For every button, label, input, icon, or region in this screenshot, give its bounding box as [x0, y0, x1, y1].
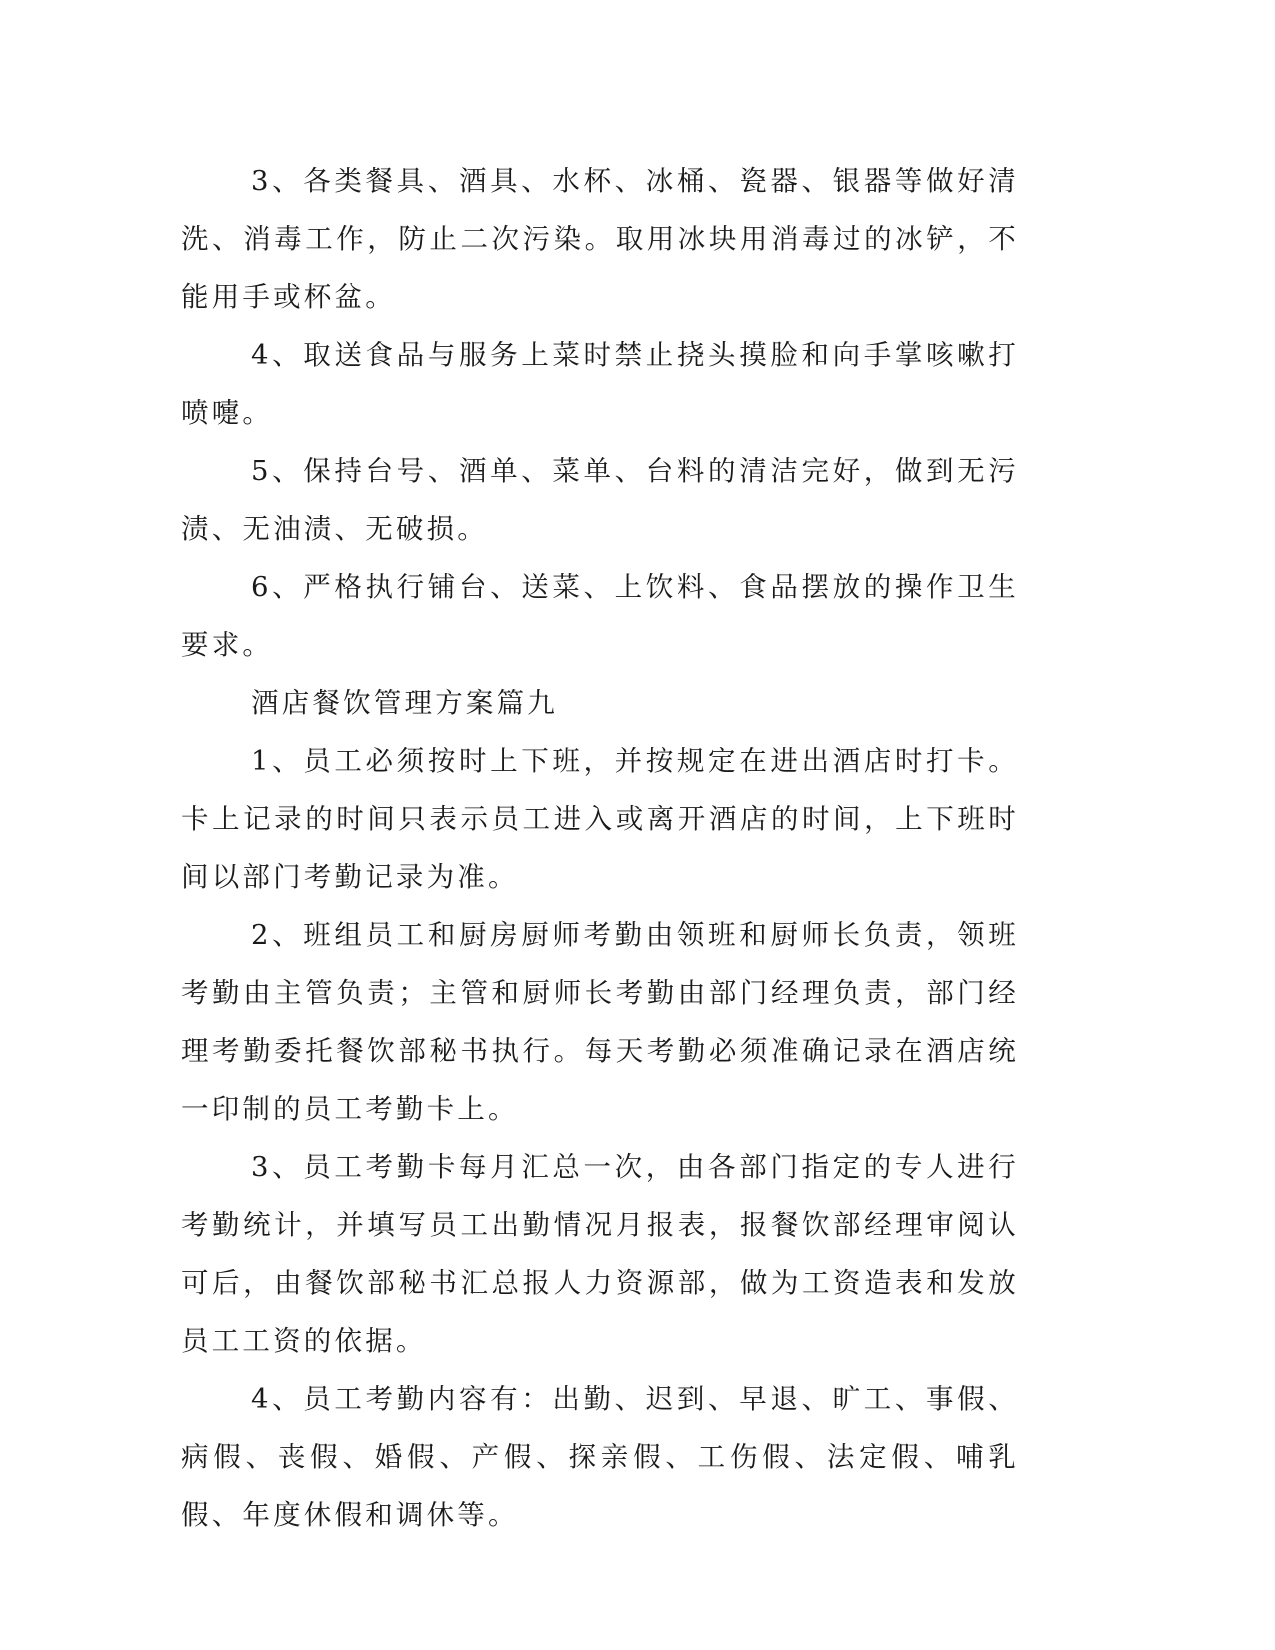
paragraph-hygiene-tableware: 3、各类餐具、酒具、水杯、冰桶、瓷器、银器等做好清洗、消毒工作，防止二次污染。取用冰块用消毒过的冰铲，不能用手或杯盆。: [181, 165, 1019, 313]
document-body: [181, 152, 1019, 1544]
section-heading: 酒店餐饮管理方案篇九: [251, 687, 558, 719]
paragraph-hygiene-menus: 5、保持台号、酒单、菜单、台料的清洁完好，做到无污渍、无油渍、无破损。: [181, 455, 1019, 545]
paragraph-attendance-clock: 1、员工必须按时上下班，并按规定在进出酒店时打卡。卡上记录的时间只表示员工进入或离开酒店的时间，上下班时间以部门考勤记录为准。: [181, 745, 1019, 893]
paragraph-attendance-types: 4、员工考勤内容有：出勤、迟到、早退、旷工、事假、病假、丧假、婚假、产假、探亲假、工伤假、法定假、哺乳假、年度休假和调休等。: [181, 1383, 1019, 1531]
paragraph-attendance-summary: 3、员工考勤卡每月汇总一次，由各部门指定的专人进行考勤统计，并填写员工出勤情况月报表，报餐饮部经理审阅认可后，由餐饮部秘书汇总报人力资源部，做为工资造表和发放员工工资的依据。: [181, 1151, 1019, 1357]
paragraph-attendance-responsibility: 2、班组员工和厨房厨师考勤由领班和厨师长负责，领班考勤由主管负责；主管和厨师长考勤由部门经理负责，部门经理考勤委托餐饮部秘书执行。每天考勤必须准确记录在酒店统一印制的员工考勤卡上。: [181, 919, 1019, 1125]
paragraph-hygiene-serving: 4、取送食品与服务上菜时禁止挠头摸脸和向手掌咳嗽打喷嚏。: [181, 339, 1019, 429]
paragraph-hygiene-operations: 6、严格执行铺台、送菜、上饮料、食品摆放的操作卫生要求。: [181, 571, 1019, 661]
